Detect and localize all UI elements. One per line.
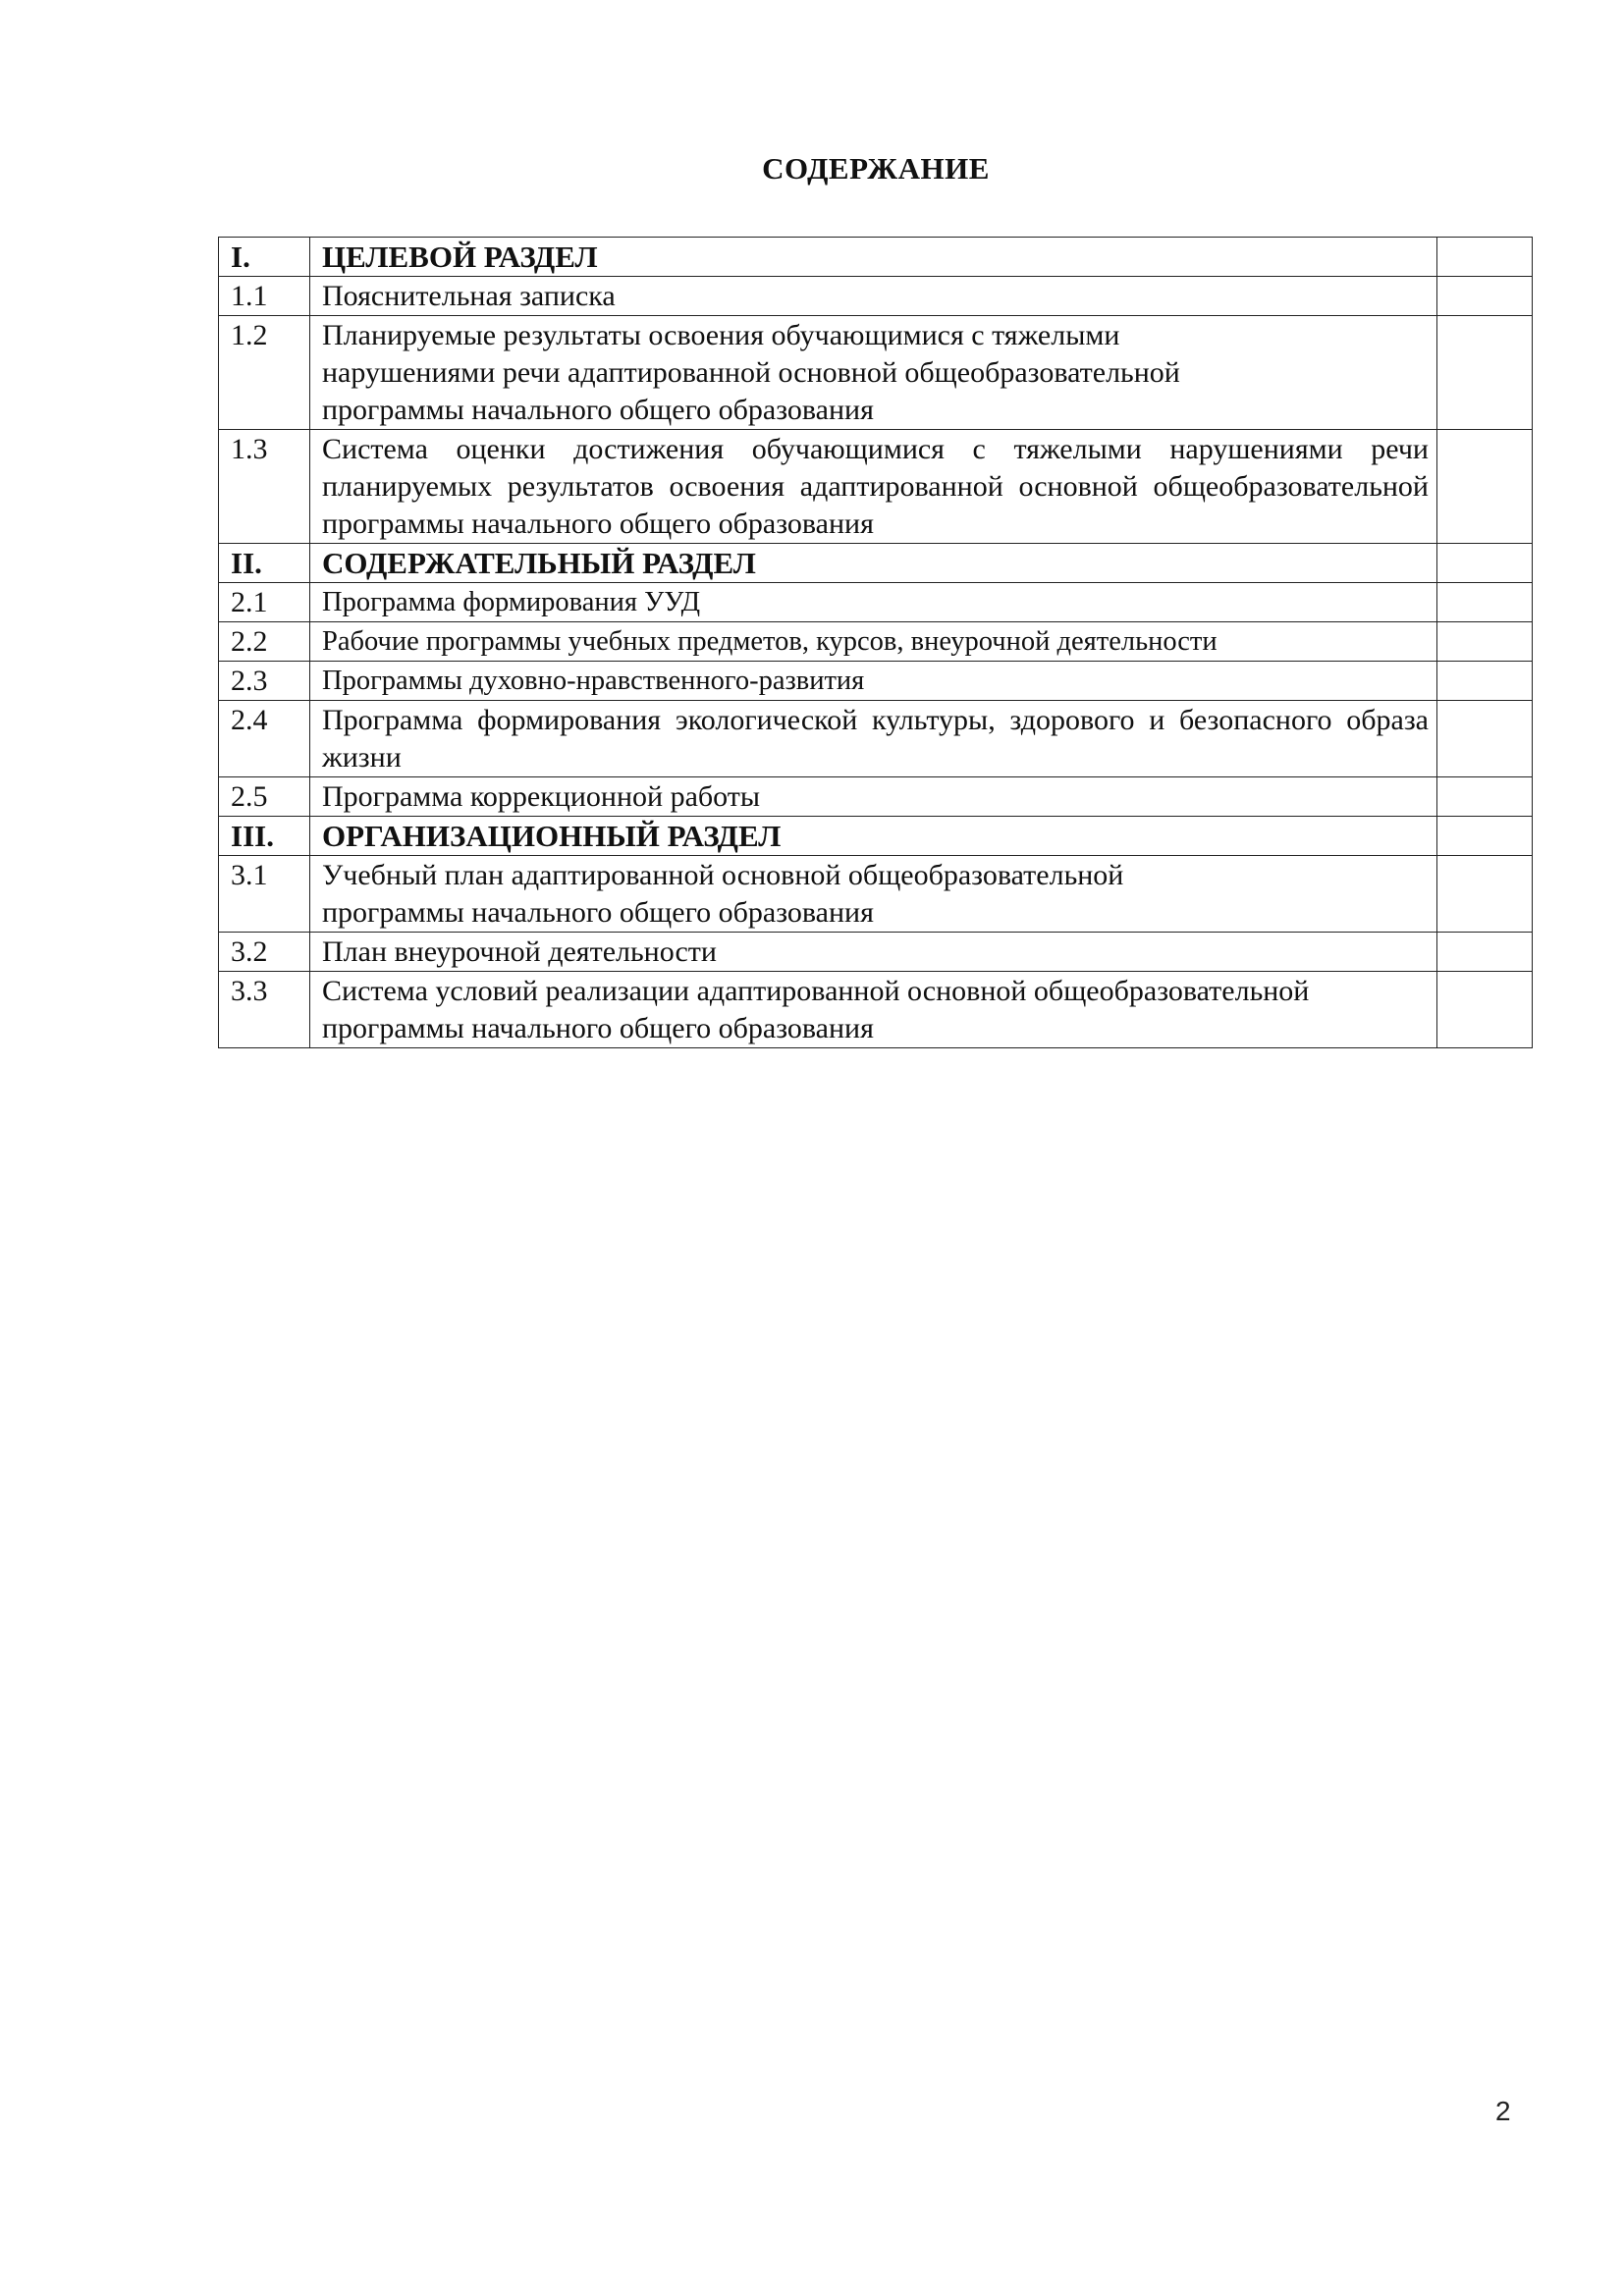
toc-row-title: ЦЕЛЕВОЙ РАЗДЕЛ — [310, 238, 1437, 277]
toc-row-title: Система оценки достижения обучающимися с тяжелыми нарушениями речи планируемых результатов освоения адаптированной основной общеобразовательной программы начального общего образования — [310, 430, 1437, 544]
page-title: СОДЕРЖАНИЕ — [762, 151, 990, 186]
toc-row-number: II. — [219, 544, 310, 583]
toc-row-title: Пояснительная записка — [310, 277, 1437, 316]
toc-row-number: 2.4 — [219, 701, 310, 777]
toc-row-number: 2.3 — [219, 662, 310, 701]
toc-table — [218, 237, 1533, 1048]
toc-row-page — [1437, 430, 1533, 544]
toc-row-title: СОДЕРЖАТЕЛЬНЫЙ РАЗДЕЛ — [310, 544, 1437, 583]
toc-row-page — [1437, 972, 1533, 1048]
toc-row-title: Система условий реализации адаптированной основной общеобразовательной программы начального общего образования — [310, 972, 1437, 1048]
toc-row-title: Планируемые результаты освоения обучающимися с тяжелыми нарушениями речи адаптированной основной общеобразовательной программы начального общего образования — [310, 316, 1437, 430]
toc-row-page — [1437, 777, 1533, 817]
toc-row-number: 3.3 — [219, 972, 310, 1048]
toc-row-number: 1.2 — [219, 316, 310, 430]
toc-row-page — [1437, 544, 1533, 583]
toc-row-page — [1437, 316, 1533, 430]
toc-row-title: Программа коррекционной работы — [310, 777, 1437, 817]
toc-row — [219, 777, 1533, 817]
toc-section-row — [219, 238, 1533, 277]
toc-row — [219, 856, 1533, 933]
toc-row-title: Учебный план адаптированной основной общеобразовательной программы начального общего образования — [310, 856, 1437, 933]
toc-row-page — [1437, 583, 1533, 622]
toc-row — [219, 662, 1533, 701]
toc-row-number: 2.1 — [219, 583, 310, 622]
toc-section-row — [219, 817, 1533, 856]
toc-row — [219, 430, 1533, 544]
toc-row-title: Программа формирования УУД — [310, 583, 1437, 622]
toc-row-number: 3.2 — [219, 933, 310, 972]
toc-row-title: ОРГАНИЗАЦИОННЫЙ РАЗДЕЛ — [310, 817, 1437, 856]
toc-row-page — [1437, 622, 1533, 662]
toc-row — [219, 316, 1533, 430]
toc-row-page — [1437, 933, 1533, 972]
toc-row-number: 2.2 — [219, 622, 310, 662]
toc-row-page — [1437, 701, 1533, 777]
toc-section-row — [219, 544, 1533, 583]
toc-row-number: III. — [219, 817, 310, 856]
toc-row — [219, 277, 1533, 316]
page-number: 2 — [1495, 2096, 1511, 2126]
toc-row-title: Программы духовно-нравственного-развития — [310, 662, 1437, 701]
toc-row-title: Рабочие программы учебных предметов, курсов, внеурочной деятельности — [310, 622, 1437, 662]
toc-row-number: 2.5 — [219, 777, 310, 817]
toc-row-page — [1437, 238, 1533, 277]
toc-row-page — [1437, 817, 1533, 856]
toc-row-title: Программа формирования экологической культуры, здорового и безопасного образа жизни — [310, 701, 1437, 777]
toc-row — [219, 972, 1533, 1048]
toc-row — [219, 622, 1533, 662]
toc-row — [219, 583, 1533, 622]
toc-row-page — [1437, 856, 1533, 933]
toc-row-page — [1437, 662, 1533, 701]
toc-row-number: 1.3 — [219, 430, 310, 544]
toc-row-number: 1.1 — [219, 277, 310, 316]
toc-row-page — [1437, 277, 1533, 316]
toc-row — [219, 933, 1533, 972]
toc-row-number: 3.1 — [219, 856, 310, 933]
toc-row-title: План внеурочной деятельности — [310, 933, 1437, 972]
toc-row-number: I. — [219, 238, 310, 277]
toc-row — [219, 701, 1533, 777]
